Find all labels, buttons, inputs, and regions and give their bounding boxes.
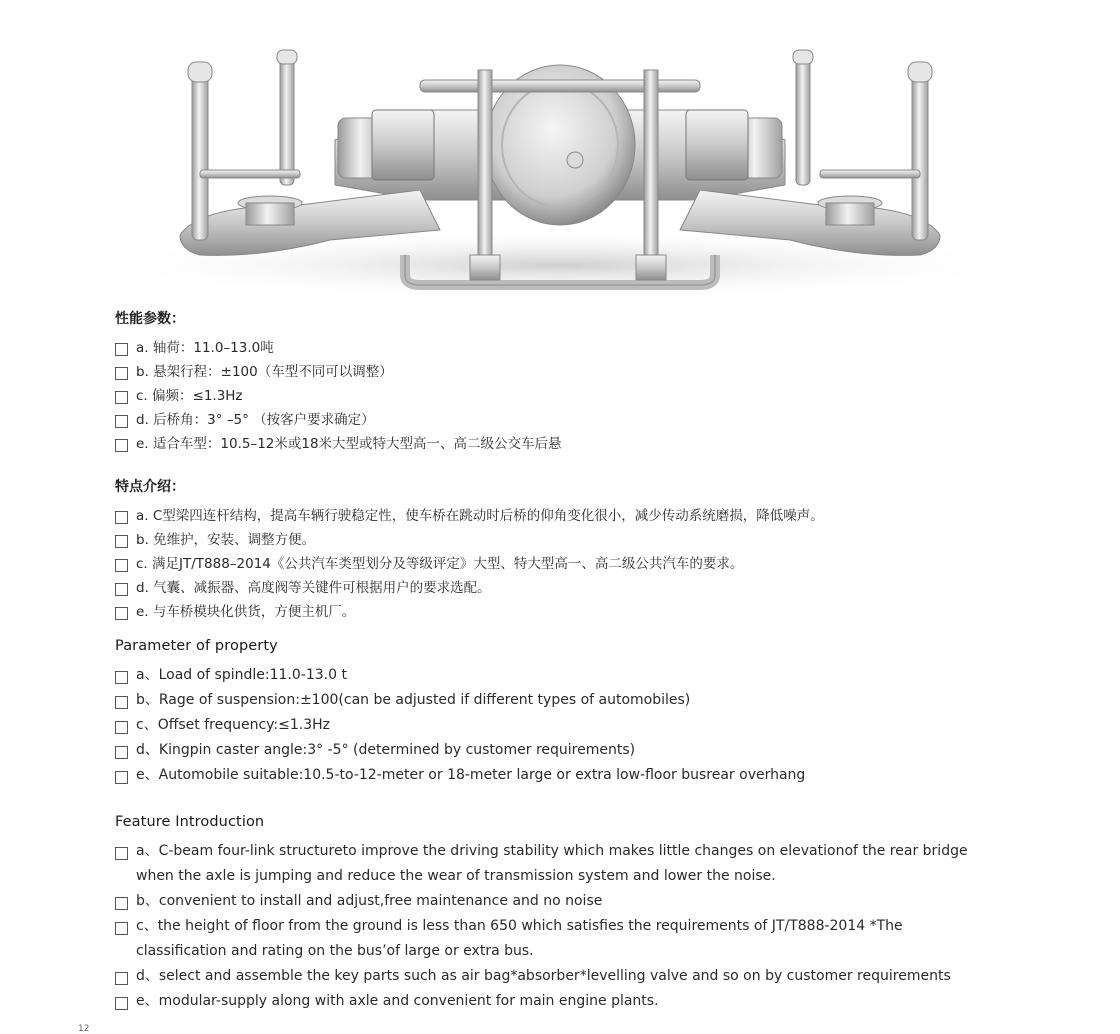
list-item: a、C-beam four-link structureto improve the driving stability which makes little changes on elevationof the rear bridge when the axle is jumping and reduce the wear of transmission system and lower the noise. [115, 839, 1080, 889]
checkbox-icon [115, 847, 128, 860]
list-item: a. 轴荷：11.0–13.0吨 [115, 336, 1080, 360]
list-item: d. 气囊、减振器、高度阀等关键件可根据用户的要求选配。 [115, 576, 1080, 600]
checkbox-icon [115, 439, 128, 452]
list-item: e、modular-supply along with axle and convenient for main engine plants. [115, 989, 1080, 1014]
checkbox-icon [115, 997, 128, 1010]
list-item: a. C型梁四连杆结构，提高车辆行驶稳定性，使车桥在跳动时后桥的仰角变化很小，减少传动系统磨损，降低噪声。 [115, 504, 1080, 528]
checkbox-icon [115, 367, 128, 380]
list-item: c、Offset frequency:≤1.3Hz [115, 713, 1080, 738]
features-en-section [115, 813, 1080, 1014]
list-item: b. 悬架行程：±100（车型不同可以调整） [115, 360, 1080, 384]
features-cn-section [115, 478, 1080, 624]
rear-axle-suspension-image [0, 0, 1120, 305]
list-item: d、select and assemble the key parts such as air bag*absorber*levelling valve and so on by customer requirements [115, 964, 1080, 989]
checkbox-icon [115, 696, 128, 709]
list-item: c. 满足JT/T888–2014《公共汽车类型划分及等级评定》大型、特大型高一、高二级公共汽车的要求。 [115, 552, 1080, 576]
checkbox-icon [115, 391, 128, 404]
checkbox-icon [115, 897, 128, 910]
list-item: b. 免维护，安装、调整方便。 [115, 528, 1080, 552]
performance-heading: 性能参数： [115, 311, 185, 327]
checkbox-icon [115, 922, 128, 935]
list-item: c、the height of floor from the ground is less than 650 which satisfies the requirements of JT/T888-2014 *The classification and rating on the bus’of large or extra bus. [115, 914, 1080, 964]
list-item: b、Rage of suspension:±100(can be adjusted if different types of automobiles) [115, 688, 1080, 713]
list-item: a、Load of spindle:11.0-13.0 t [115, 663, 1080, 688]
list-item: e、Automobile suitable:10.5-to-12-meter or 18-meter large or extra low-floor busrear overhang [115, 763, 1080, 788]
checkbox-icon [115, 415, 128, 428]
checkbox-icon [115, 972, 128, 985]
features-en-heading: Feature Introduction [115, 814, 265, 830]
checkbox-icon [115, 721, 128, 734]
checkbox-icon [115, 771, 128, 784]
list-item: c. 偏频：≤1.3Hz [115, 384, 1080, 408]
checkbox-icon [115, 607, 128, 620]
checkbox-icon [115, 535, 128, 548]
list-item: e. 与车桥模块化供货，方便主机厂。 [115, 600, 1080, 624]
parameters-en-section [115, 637, 1080, 788]
list-item: b、convenient to install and adjust,free maintenance and no noise [115, 889, 1080, 914]
checkbox-icon [115, 343, 128, 356]
checkbox-icon [115, 559, 128, 572]
checkbox-icon [115, 583, 128, 596]
list-item: d. 后桥角：3° –5° （按客户要求确定） [115, 408, 1080, 432]
page-number: 12 [78, 1024, 90, 1034]
list-item: e. 适合车型：10.5–12米或18米大型或特大型高一、高二级公交车后悬 [115, 432, 1080, 456]
list-item: d、Kingpin caster angle:3° -5° (determined by customer requirements) [115, 738, 1080, 763]
checkbox-icon [115, 511, 128, 524]
checkbox-icon [115, 671, 128, 684]
features-cn-heading: 特点介绍： [115, 479, 185, 495]
checkbox-icon [115, 746, 128, 759]
performance-section [115, 310, 1080, 456]
parameters-en-heading: Parameter of property [115, 638, 278, 654]
